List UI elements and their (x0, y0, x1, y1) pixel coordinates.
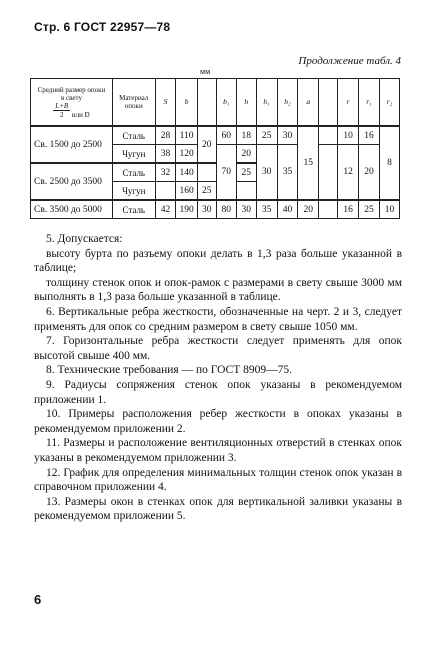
unit-label: мм (200, 67, 211, 76)
header-a: a (298, 79, 319, 127)
dimensions-table (30, 78, 400, 219)
header-b-extra (197, 79, 216, 127)
header-h1: h₁ (256, 79, 277, 127)
header-r: r (338, 79, 359, 127)
table-row: Св. 1500 до 2500 Сталь 28 110 20 60 18 25 30 15 10 16 8 (31, 126, 400, 145)
header-r1: r₁ (359, 79, 380, 127)
note-paragraph: 7. Горизонтальные ребра жесткости следует применять для опок высотой свыше 400 мм. (34, 335, 402, 362)
header-h2: h₂ (277, 79, 298, 127)
note-paragraph: 11. Размеры и расположение вентиляционных отверстий в стенках опок указаны в рекомендуемом приложении 3. (34, 437, 402, 464)
note-paragraph: 6. Вертикальные ребра жесткости, обозначенные на черт. 2 и 3, следует применять для опок со средним размером в свету свыше 1050 мм. (34, 305, 402, 333)
header-b1: b₁ (216, 79, 236, 127)
note-paragraph: толщину стенок опок и опок-рамок с размерами в свету свыше 3000 мм выполнять в 1,3 раза больше указанной в таблице. (34, 276, 402, 304)
note-paragraph: 10. Примеры расположения ребер жесткости в опоках указаны в рекомендуемом приложении 2. (34, 408, 402, 435)
note-paragraph: 8. Технические требования — по ГОСТ 8909—75. (46, 364, 292, 377)
table-row: Св. 2500 до 3500 Сталь 32 140 25 (31, 163, 400, 182)
note-paragraph: 9. Радиусы сопряжения стенок опок указаны в рекомендуемом приложении 1. (34, 378, 402, 406)
page-number: 6 (34, 592, 42, 607)
header-h: h (236, 79, 256, 127)
note-paragraph: 12. График для определения минимальных толщин стенок опок указан в справочном приложении 4. (34, 466, 402, 494)
header-s: S (155, 79, 176, 127)
header-material: Материал опоки (112, 79, 155, 127)
header-extra (319, 79, 338, 127)
header-mean-size: Средний размер опоки в свету $\frac{L+B}{2}$ или D (31, 79, 113, 127)
table-header-row (31, 79, 400, 127)
note-paragraph: 13. Размеры окон в стенках опок для вертикальной заливки указаны в рекомендуемом приложении 5. (34, 495, 402, 523)
header-b: b (176, 79, 197, 127)
header-r2: r₂ (379, 79, 399, 127)
table-row: Чугун 38 120 70 20 30 35 12 20 (31, 145, 400, 164)
table-row: Св. 3500 до 5000 Сталь 42 190 30 80 30 35 40 20 16 25 10 (31, 200, 400, 219)
table-row: Чугун 160 25 (31, 182, 400, 201)
notes-text (34, 232, 402, 524)
page-header: Стр. 6 ГОСТ 22957—78 (34, 20, 171, 34)
note-paragraph: высоту бурта по разъему опоки делать в 1,3 раза больше указанной в таблице; (34, 247, 402, 275)
note-paragraph: 5. Допускается: (46, 233, 123, 245)
table-continuation-label: Продолжение табл. 4 (298, 55, 401, 67)
